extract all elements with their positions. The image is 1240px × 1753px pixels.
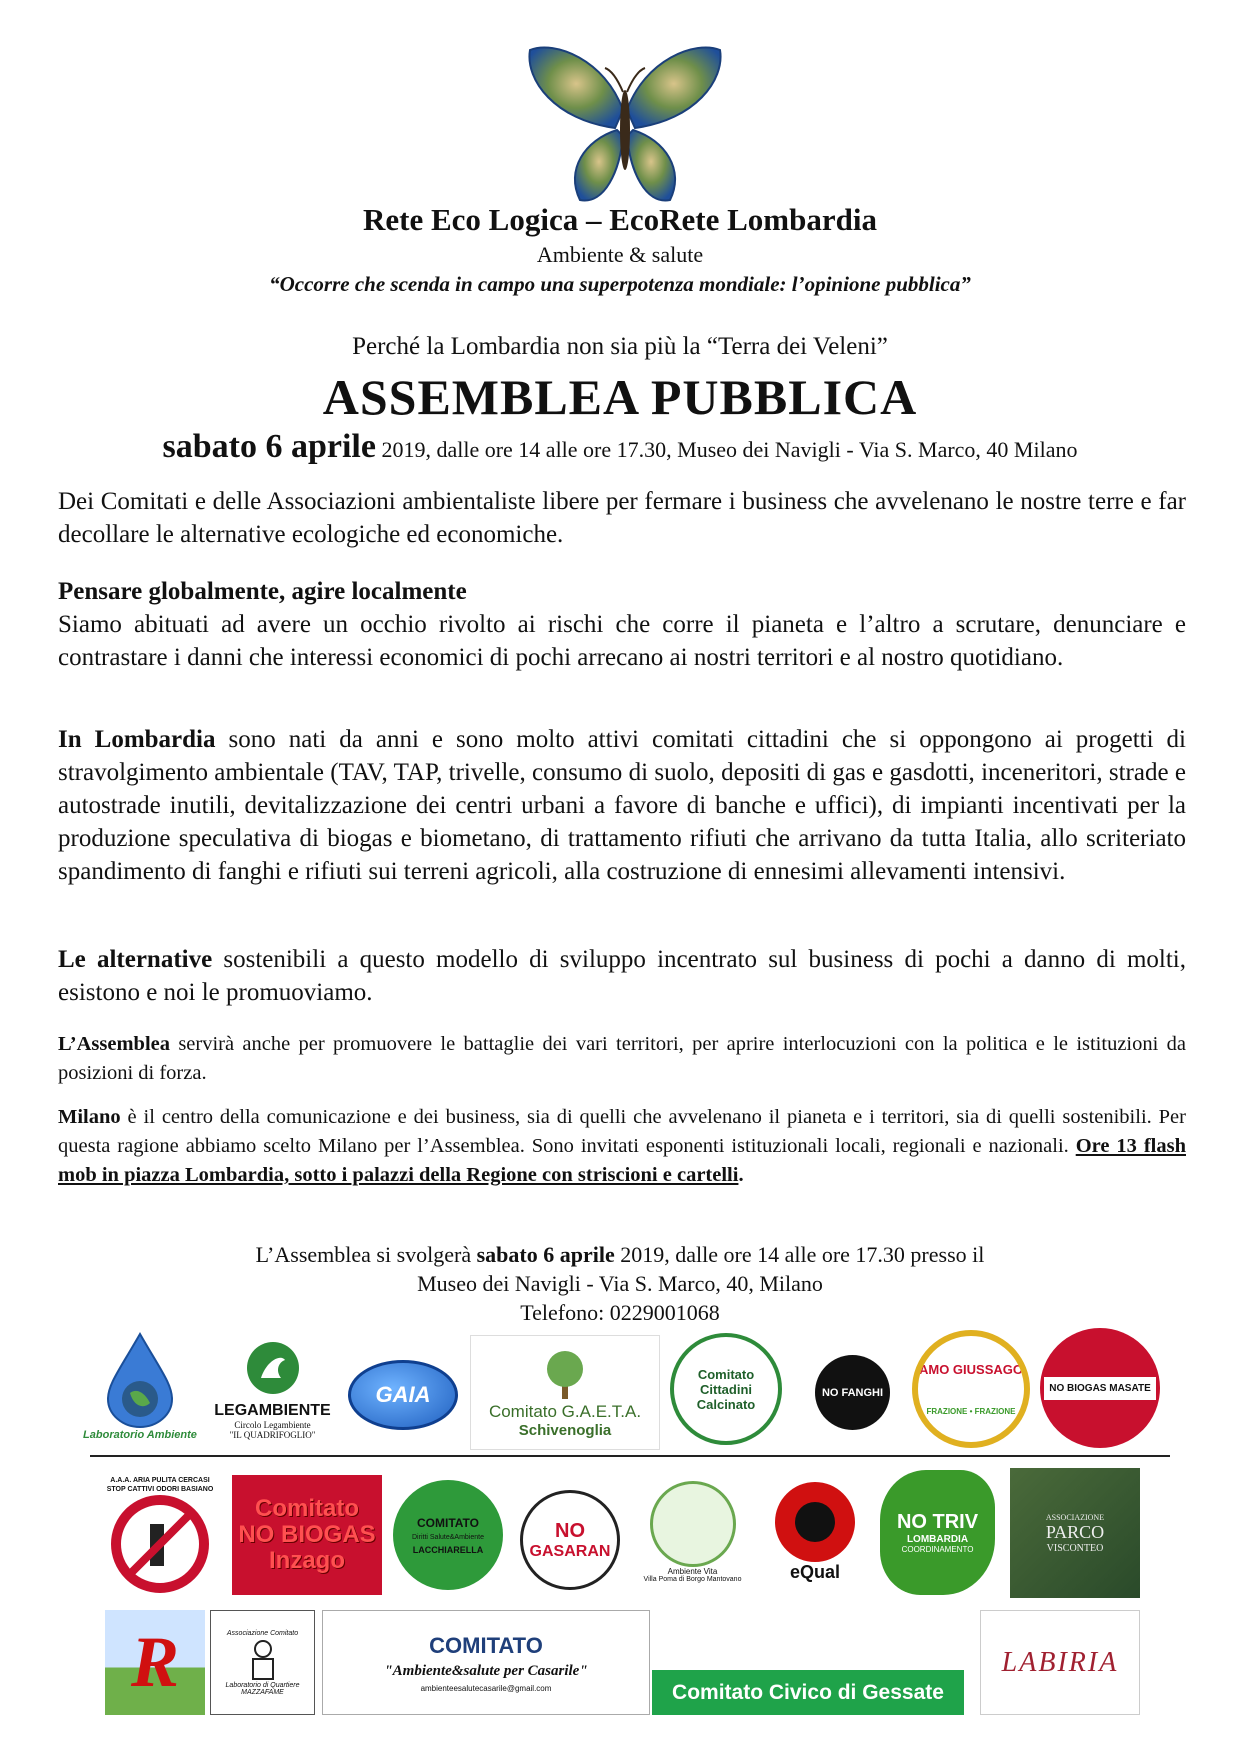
logo-r-letter: R bbox=[130, 1622, 180, 1702]
logo-legambiente bbox=[205, 1330, 340, 1450]
logo-comitato-civico-gessate bbox=[652, 1670, 964, 1715]
logo-notriv-sub: COORDINAMENTO bbox=[901, 1545, 974, 1554]
logo-labiria bbox=[980, 1610, 1140, 1715]
logo-no-gasaran-name: GASARAN bbox=[529, 1542, 611, 1560]
paragraph-1-text: Siamo abituati ad avere un occhio rivolto ai rischi che corre il pianeta e l’altro a scrutare, denunciare e contrastare i danni che interessi economici di pochi arrecano ai nostri territori e al nostro quotidiano. bbox=[58, 611, 1186, 671]
intro-paragraph bbox=[58, 485, 1186, 551]
footer-info bbox=[0, 1240, 1240, 1327]
logo-aria-pulita-text: A.A.A. ARIA PULITA CERCASI STOP CATTIVI ODORI BASIANO bbox=[106, 1477, 214, 1493]
logo-notriv-region: LOMBARDIA bbox=[906, 1534, 969, 1545]
logo-giussago-text: AMO GIUSSAGO bbox=[918, 1362, 1023, 1377]
logo-lacchiarella-title: COMITATO bbox=[417, 1515, 479, 1530]
butterfly-earth-logo bbox=[525, 40, 725, 210]
logo-lacchiarella-name: LACCHIARELLA bbox=[412, 1544, 484, 1555]
logo-ambiente-vita-place: Villa Poma di Borgo Mantovano bbox=[643, 1576, 742, 1583]
logo-no-biogas-inzago bbox=[232, 1475, 382, 1595]
logo-legambiente-name: LEGAMBIENTE bbox=[214, 1402, 331, 1419]
logo-mazzafame-side: Associazione Comitato bbox=[226, 1629, 299, 1637]
logo-laboratorio-ambiente bbox=[80, 1320, 200, 1450]
event-date-bold: sabato 6 aprile bbox=[162, 428, 376, 465]
logo-notriv-title: NO TRIV bbox=[896, 1511, 979, 1533]
chemist-figure-icon bbox=[238, 1637, 288, 1682]
org-subtitle: Ambiente & salute bbox=[536, 242, 704, 267]
footer-line-1 bbox=[0, 1240, 1240, 1269]
logo-parco-name2: VISCONTEO bbox=[1046, 1542, 1104, 1554]
logo-no-triv-lombardia bbox=[880, 1470, 995, 1595]
logo-parco-name: PARCO bbox=[1045, 1521, 1105, 1542]
logo-comitato-calcinato bbox=[670, 1333, 782, 1445]
footer-line-1-bold: sabato 6 aprile bbox=[476, 1242, 615, 1267]
water-drop-icon bbox=[100, 1329, 180, 1429]
paragraph-1-heading: Pensare globalmente, agire localmente bbox=[58, 578, 467, 605]
logo-legambiente-sub2: "IL QUADRIFOGLIO" bbox=[229, 1430, 316, 1440]
logo-no-fanghi bbox=[815, 1355, 890, 1430]
logo-amo-giussago bbox=[912, 1330, 1030, 1448]
logo-giussago-sub: FRAZIONE • FRAZIONE bbox=[926, 1407, 1016, 1416]
org-quote: “Occorre che scenda in campo una superpotenza mondiale: l’opinione pubblica” bbox=[269, 272, 971, 296]
footer-phone: Telefono: 0229001068 bbox=[520, 1300, 720, 1325]
tree-icon bbox=[540, 1347, 590, 1402]
logo-divider bbox=[90, 1455, 1170, 1457]
footer-line-1-post: 2019, dalle ore 14 alle ore 17.30 presso il bbox=[614, 1242, 985, 1267]
logo-gessate-text: Comitato Civico di Gessate bbox=[672, 1680, 944, 1704]
logo-comitato-gaeta bbox=[470, 1335, 660, 1450]
logo-legambiente-sub1: Circolo Legambiente bbox=[234, 1420, 311, 1430]
logo-ambiente-vita bbox=[630, 1472, 755, 1592]
event-date-line bbox=[0, 428, 1240, 466]
logo-no-gasaran-no: NO bbox=[555, 1519, 585, 1542]
paragraph-4 bbox=[58, 1030, 1186, 1088]
logo-calcinato-text: Comitato Cittadini Calcinato bbox=[696, 1366, 756, 1412]
logo-casarile-name: "Ambiente&salute per Casarile" bbox=[384, 1662, 588, 1679]
logo-casarile-title: COMITATO bbox=[429, 1632, 543, 1658]
logo-ambiente-vita-name: Ambiente Vita bbox=[667, 1567, 718, 1576]
paragraph-2 bbox=[58, 723, 1186, 888]
intro-text: Dei Comitati e delle Associazioni ambientaliste libere per fermare i business che avvelenano le nostre terre e far decollare le alternative ecologiche ed economiche. bbox=[58, 488, 1186, 548]
logo-mazzafame-text: Laboratorio di Quartiere MAZZAFAME bbox=[225, 1681, 300, 1696]
legambiente-swan-icon bbox=[245, 1340, 301, 1396]
logo-r bbox=[105, 1610, 205, 1715]
org-title: Rete Eco Logica – EcoRete Lombardia bbox=[363, 202, 877, 237]
logo-no-gasaran bbox=[520, 1490, 620, 1590]
logo-labiria-text: LABIRIA bbox=[1001, 1646, 1119, 1678]
logo-gaia-text: GAIA bbox=[375, 1382, 431, 1407]
logo-no-fanghi-text: NO FANGHI bbox=[821, 1386, 884, 1399]
footer-line-1-pre: L’Assemblea si svolgerà bbox=[255, 1242, 477, 1267]
paragraph-2-text: sono nati da anni e sono molto attivi comitati cittadini che si oppongono ai progetti di stravolgimento ambientale (TAV, TAP, trivelle, consumo di suolo, depositi di gas e gasdotti, inceneritori, strade e autostrade inutili, devitalizzazione dei centri urbani a favore di banche e uffici), di impianti incentivati per la produzione speculativa di biogas e biometano, di trattamento rifiuti che arrivano da tutta Italia, allo scriteriato spandimento di fanghi e rifiuti sui terreni agricoli, alla costruzione di ennesimi allevamenti intensivi. bbox=[58, 726, 1187, 885]
event-title: ASSEMBLEA PUBBLICA bbox=[322, 369, 918, 425]
paragraph-2-bold: In Lombardia bbox=[58, 726, 216, 753]
paragraph-3 bbox=[58, 943, 1186, 1009]
logo-parco-assoc: ASSOCIAZIONE bbox=[1045, 1512, 1105, 1522]
logo-no-biogas-masate bbox=[1040, 1328, 1160, 1448]
footer-address: Museo dei Navigli - Via S. Marco, 40, Milano bbox=[417, 1271, 823, 1296]
paragraph-4-bold: L’Assemblea bbox=[58, 1033, 170, 1055]
logo-equal-text: eQual bbox=[789, 1562, 841, 1582]
logo-casarile-email: ambienteesalutecasarile@gmail.com bbox=[420, 1683, 552, 1693]
paragraph-3-text: sostenibili a questo modello di sviluppo incentrato sul business di pochi a danno di molti, esistono e noi le promuoviamo. bbox=[58, 946, 1186, 1006]
logo-comitato-lacchiarella bbox=[393, 1480, 503, 1590]
paragraph-5-bold: Milano bbox=[58, 1106, 121, 1128]
paragraph-4-text: servirà anche per promuovere le battaglie dei vari territori, per aprire interlocuzioni con la politica e le istituzioni da posizioni di forza. bbox=[58, 1033, 1186, 1084]
logo-aria-pulita-basiano bbox=[105, 1470, 215, 1600]
flash-mob-notice: Ore 13 flash mob in piazza Lombardia, sotto i palazzi della Regione con striscioni e cartelli bbox=[58, 1135, 1186, 1186]
logo-inzago-text: Comitato NO BIOGAS Inzago bbox=[238, 1495, 376, 1574]
paragraph-5 bbox=[58, 1103, 1186, 1190]
logo-comitato-casarile bbox=[322, 1610, 650, 1715]
logo-gaeta-name: Comitato G.A.E.T.A. bbox=[488, 1401, 642, 1421]
logo-gaeta-place: Schivenoglia bbox=[518, 1421, 612, 1439]
paragraph-1 bbox=[58, 575, 1186, 674]
logo-gaia bbox=[348, 1360, 458, 1430]
event-date-rest: 2019, dalle ore 14 alle ore 17.30, Museo dei Navigli - Via S. Marco, 40 Milano bbox=[375, 437, 1078, 462]
paragraph-5-text: è il centro della comunicazione e dei business, sia di quelli che avvelenano il pianeta e i territori, sia di quelli sostenibili. Per questa ragione abbiamo scelto Milano per l’Assemblea. Sono invitati esponenti istituzionali locali, regionali e nazionali. bbox=[58, 1106, 1186, 1157]
ambiente-vita-emblem bbox=[650, 1481, 736, 1567]
logo-mazzafame bbox=[210, 1610, 315, 1715]
equal-q-icon bbox=[775, 1482, 855, 1562]
logo-parco-visconteo bbox=[1010, 1468, 1140, 1598]
logo-equal bbox=[765, 1475, 865, 1590]
no-smoke-sign-icon bbox=[110, 1494, 210, 1594]
event-pre-title: Perché la Lombardia non sia più la “Terra dei Veleni” bbox=[352, 333, 888, 360]
paragraph-5-end: . bbox=[738, 1164, 744, 1186]
logo-laboratorio-ambiente-text: Laboratorio Ambiente bbox=[83, 1429, 197, 1441]
logo-no-biogas-masate-text: NO BIOGAS MASATE bbox=[1044, 1377, 1156, 1400]
logo-lacchiarella-sub: Diritti Salute&Ambiente bbox=[412, 1533, 484, 1541]
paragraph-3-bold: Le alternative bbox=[58, 946, 213, 973]
